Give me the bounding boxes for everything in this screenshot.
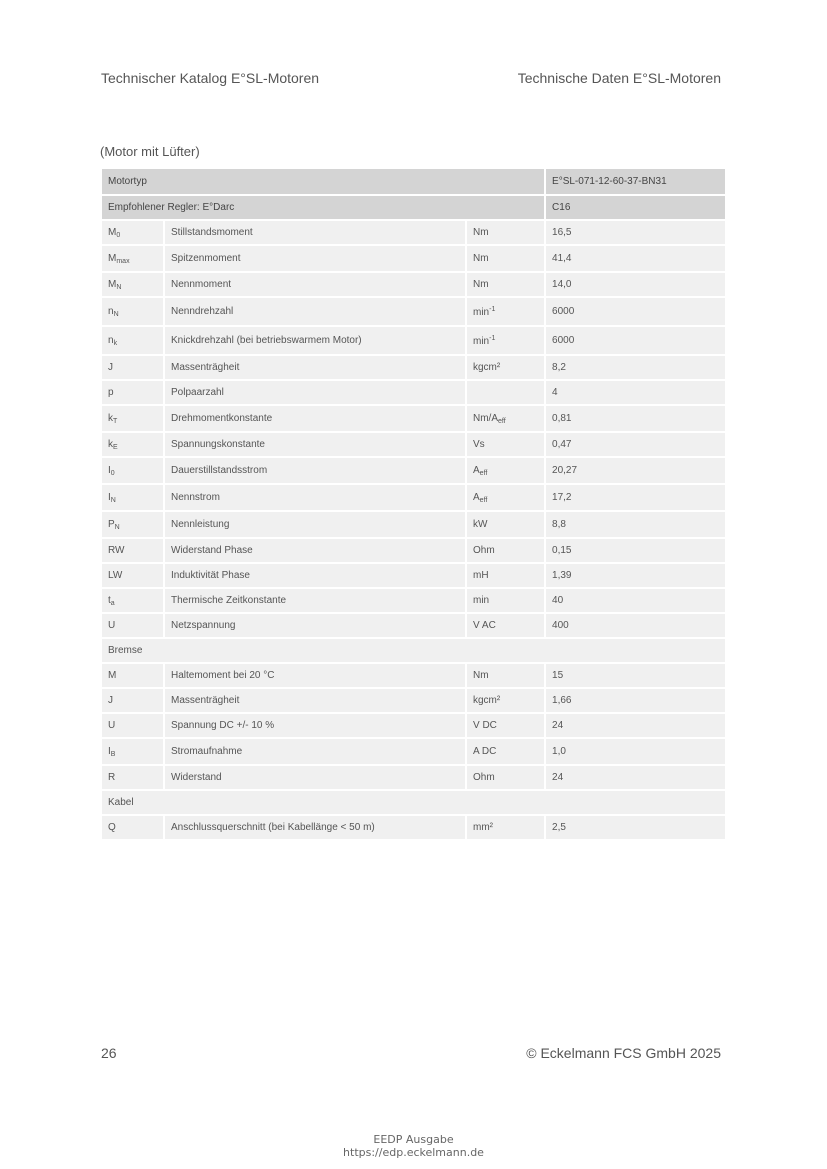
description: Widerstand — [171, 772, 222, 783]
value-cell — [545, 563, 726, 588]
section-row — [101, 638, 726, 663]
unit-subscript: eff — [479, 496, 488, 504]
value: 16,5 — [552, 227, 572, 238]
table-row — [101, 297, 726, 326]
value-cell — [545, 588, 726, 613]
value: 6000 — [552, 306, 575, 317]
unit-superscript: -1 — [489, 305, 496, 313]
unit-cell — [466, 272, 545, 297]
table-row — [101, 538, 726, 563]
table-row — [101, 405, 726, 432]
unit-cell — [466, 297, 545, 326]
description-cell — [164, 663, 466, 688]
symbol-cell — [101, 297, 164, 326]
value: 24 — [552, 772, 564, 783]
symbol: I — [108, 464, 111, 476]
unit-cell — [466, 663, 545, 688]
regler-value: C16 — [545, 195, 726, 220]
symbol-cell — [101, 355, 164, 380]
symbol-cell — [101, 484, 164, 511]
description-cell — [164, 713, 466, 738]
unit-cell — [466, 484, 545, 511]
unit-cell — [466, 405, 545, 432]
unit-cell — [466, 563, 545, 588]
unit: Vs — [473, 439, 485, 450]
description-cell — [164, 511, 466, 538]
symbol-cell — [101, 220, 164, 245]
value-cell — [545, 538, 726, 563]
description-cell — [164, 326, 466, 355]
description-cell — [164, 815, 466, 840]
symbol-subscript: N — [113, 310, 119, 318]
unit: V DC — [473, 720, 497, 731]
symbol-cell — [101, 326, 164, 355]
description-cell — [164, 245, 466, 272]
value: 1,39 — [552, 570, 572, 581]
description-cell — [164, 688, 466, 713]
symbol-cell — [101, 613, 164, 638]
value-cell — [545, 220, 726, 245]
unit: A DC — [473, 746, 497, 757]
symbol: Q — [108, 822, 116, 833]
symbol-cell — [101, 688, 164, 713]
table-row — [101, 713, 726, 738]
value: 0,15 — [552, 545, 572, 556]
symbol-subscript: T — [113, 417, 118, 425]
section-kabel: Kabel — [101, 790, 726, 815]
value: 15 — [552, 670, 564, 681]
value: 0,81 — [552, 413, 572, 424]
description: Massenträgheit — [171, 695, 240, 706]
description-cell — [164, 738, 466, 765]
description: Stromaufnahme — [171, 746, 243, 757]
table-row — [101, 738, 726, 765]
table-caption: (Motor mit Lüfter) — [100, 144, 200, 159]
symbol-cell — [101, 538, 164, 563]
unit-cell — [466, 815, 545, 840]
description: Anschlussquerschnitt (bei Kabellänge < 50 m) — [171, 822, 375, 833]
value-cell — [545, 663, 726, 688]
description-cell — [164, 457, 466, 484]
unit-cell — [466, 355, 545, 380]
symbol-subscript: 0 — [110, 469, 115, 477]
table-row — [101, 432, 726, 457]
description-cell — [164, 432, 466, 457]
symbol-subscript: E — [113, 443, 118, 451]
description-cell — [164, 538, 466, 563]
description: Widerstand Phase — [171, 545, 253, 556]
description: Nennleistung — [171, 519, 230, 530]
symbol: p — [108, 387, 114, 398]
unit: Nm — [473, 253, 489, 264]
description: Spitzenmoment — [171, 253, 241, 264]
description-cell — [164, 355, 466, 380]
symbol-cell — [101, 457, 164, 484]
unit: A — [473, 464, 480, 476]
symbol: M — [108, 670, 117, 681]
unit-cell — [466, 613, 545, 638]
value-cell — [545, 457, 726, 484]
value: 41,4 — [552, 253, 572, 264]
value-cell — [545, 511, 726, 538]
unit: A — [473, 491, 480, 503]
table-row — [101, 588, 726, 613]
description: Netzspannung — [171, 620, 236, 631]
table-row — [101, 688, 726, 713]
description: Haltemoment bei 20 °C — [171, 670, 275, 681]
table-row — [101, 815, 726, 840]
table-row — [101, 484, 726, 511]
table-row — [101, 563, 726, 588]
unit: kW — [473, 519, 488, 530]
symbol: LW — [108, 570, 123, 581]
unit-cell — [466, 738, 545, 765]
unit-cell — [466, 457, 545, 484]
value-cell — [545, 355, 726, 380]
symbol-cell — [101, 511, 164, 538]
table-row — [101, 272, 726, 297]
description: Spannung DC +/- 10 % — [171, 720, 275, 731]
symbol: U — [108, 620, 116, 631]
unit: Nm — [473, 279, 489, 290]
unit: Nm/A — [473, 412, 498, 424]
value-cell — [545, 272, 726, 297]
table-row — [101, 355, 726, 380]
symbol: P — [108, 518, 115, 530]
unit: mH — [473, 570, 489, 581]
section-bremse: Bremse — [101, 638, 726, 663]
unit: Ohm — [473, 545, 495, 556]
table-row — [101, 613, 726, 638]
unit: min — [473, 595, 490, 606]
table-row — [101, 511, 726, 538]
unit: mm² — [473, 822, 493, 833]
symbol-subscript: N — [116, 283, 122, 291]
unit-superscript: -1 — [489, 334, 496, 342]
value-cell — [545, 713, 726, 738]
description: Dauerstillstandsstrom — [171, 465, 268, 476]
description: Drehmomentkonstante — [171, 413, 273, 424]
spec-table — [100, 167, 727, 841]
value: 1,66 — [552, 695, 572, 706]
unit-cell — [466, 713, 545, 738]
description: Polpaarzahl — [171, 387, 224, 398]
symbol-subscript: B — [110, 750, 116, 758]
header-catalog-title: Technischer Katalog E°SL-Motoren — [101, 70, 320, 86]
value-cell — [545, 297, 726, 326]
value: 1,0 — [552, 746, 566, 757]
symbol-cell — [101, 738, 164, 765]
symbol: M — [108, 252, 117, 264]
value-cell — [545, 245, 726, 272]
description: Massenträgheit — [171, 362, 240, 373]
value-cell — [545, 688, 726, 713]
description-cell — [164, 297, 466, 326]
unit-subscript: eff — [498, 417, 506, 425]
value-cell — [545, 405, 726, 432]
description: Induktivität Phase — [171, 570, 250, 581]
value: 40 — [552, 595, 564, 606]
description-cell — [164, 380, 466, 405]
symbol: n — [108, 334, 114, 346]
table-row — [101, 326, 726, 355]
symbol-cell — [101, 588, 164, 613]
description: Thermische Zeitkonstante — [171, 595, 287, 606]
value: 400 — [552, 620, 569, 631]
symbol-cell — [101, 815, 164, 840]
value: 0,47 — [552, 439, 572, 450]
symbol: R — [108, 772, 116, 783]
unit: Nm — [473, 227, 489, 238]
symbol: J — [108, 362, 113, 373]
value-cell — [545, 432, 726, 457]
symbol: U — [108, 720, 116, 731]
value-cell — [545, 484, 726, 511]
motortyp-value: E°SL-071-12-60-37-BN31 — [545, 168, 726, 195]
unit-cell — [466, 588, 545, 613]
description: Nenndrehzahl — [171, 306, 234, 317]
unit-cell — [466, 220, 545, 245]
symbol-cell — [101, 432, 164, 457]
symbol: M — [108, 278, 117, 290]
symbol-subscript: N — [114, 523, 120, 531]
symbol: t — [108, 594, 111, 606]
description: Spannungskonstante — [171, 439, 265, 450]
value-cell — [545, 738, 726, 765]
unit-cell — [466, 688, 545, 713]
description-cell — [164, 765, 466, 790]
table-row — [101, 380, 726, 405]
symbol: n — [108, 305, 114, 317]
symbol-subscript: 0 — [116, 231, 121, 239]
table-header-row — [101, 168, 726, 195]
value-cell — [545, 613, 726, 638]
value-cell — [545, 380, 726, 405]
value: 17,2 — [552, 492, 572, 503]
description: Nennmoment — [171, 279, 232, 290]
value-cell — [545, 765, 726, 790]
symbol: k — [108, 412, 113, 424]
unit-subscript: eff — [479, 469, 488, 477]
symbol-cell — [101, 713, 164, 738]
value: 8,8 — [552, 519, 566, 530]
unit: min — [473, 335, 490, 347]
value: 24 — [552, 720, 564, 731]
symbol: J — [108, 695, 113, 706]
symbol-cell — [101, 405, 164, 432]
symbol: RW — [108, 545, 125, 556]
unit: min — [473, 306, 490, 318]
description-cell — [164, 484, 466, 511]
table-row — [101, 457, 726, 484]
description-cell — [164, 588, 466, 613]
unit: kgcm² — [473, 695, 501, 706]
value-cell — [545, 815, 726, 840]
table-header-row — [101, 195, 726, 220]
unit-cell — [466, 380, 545, 405]
stamp-line-2: https://edp.eckelmann.de — [343, 1146, 484, 1159]
value: 8,2 — [552, 362, 566, 373]
unit: V AC — [473, 620, 496, 631]
unit-cell — [466, 765, 545, 790]
symbol-subscript: k — [113, 339, 118, 347]
value: 2,5 — [552, 822, 566, 833]
table-row — [101, 765, 726, 790]
value: 20,27 — [552, 465, 578, 476]
table-row — [101, 245, 726, 272]
edition-stamp — [0, 1133, 827, 1159]
description: Stillstandsmoment — [171, 227, 253, 238]
symbol: I — [108, 491, 111, 503]
unit: kgcm² — [473, 362, 501, 373]
symbol-subscript: max — [116, 257, 130, 265]
symbol-subscript: a — [110, 599, 115, 607]
stamp-line-1: EEDP Ausgabe — [373, 1133, 454, 1146]
description: Knickdrehzahl (bei betriebswarmem Motor) — [171, 335, 362, 346]
regler-label: Empfohlener Regler: E°Darc — [101, 195, 545, 220]
description-cell — [164, 220, 466, 245]
header-section-title: Technische Daten E°SL-Motoren — [517, 70, 721, 86]
unit-cell — [466, 511, 545, 538]
symbol-cell — [101, 245, 164, 272]
unit: Ohm — [473, 772, 495, 783]
page-number: 26 — [101, 1045, 117, 1061]
unit-cell — [466, 326, 545, 355]
symbol-cell — [101, 563, 164, 588]
description-cell — [164, 272, 466, 297]
value: 14,0 — [552, 279, 572, 290]
symbol: k — [108, 438, 113, 450]
unit: Nm — [473, 670, 489, 681]
table-row — [101, 220, 726, 245]
unit-cell — [466, 432, 545, 457]
description-cell — [164, 405, 466, 432]
description-cell — [164, 563, 466, 588]
unit-cell — [466, 538, 545, 563]
unit-cell — [466, 245, 545, 272]
description-cell — [164, 613, 466, 638]
copyright: © Eckelmann FCS GmbH 2025 — [526, 1045, 721, 1061]
description: Nennstrom — [171, 492, 220, 503]
section-row — [101, 790, 726, 815]
symbol-cell — [101, 380, 164, 405]
symbol-cell — [101, 765, 164, 790]
motortyp-label: Motortyp — [101, 168, 545, 195]
value-cell — [545, 326, 726, 355]
value: 4 — [552, 387, 558, 398]
symbol: I — [108, 745, 111, 757]
symbol-subscript: N — [110, 496, 116, 504]
symbol: M — [108, 226, 117, 238]
table-row — [101, 663, 726, 688]
symbol-cell — [101, 663, 164, 688]
value: 6000 — [552, 335, 575, 346]
symbol-cell — [101, 272, 164, 297]
